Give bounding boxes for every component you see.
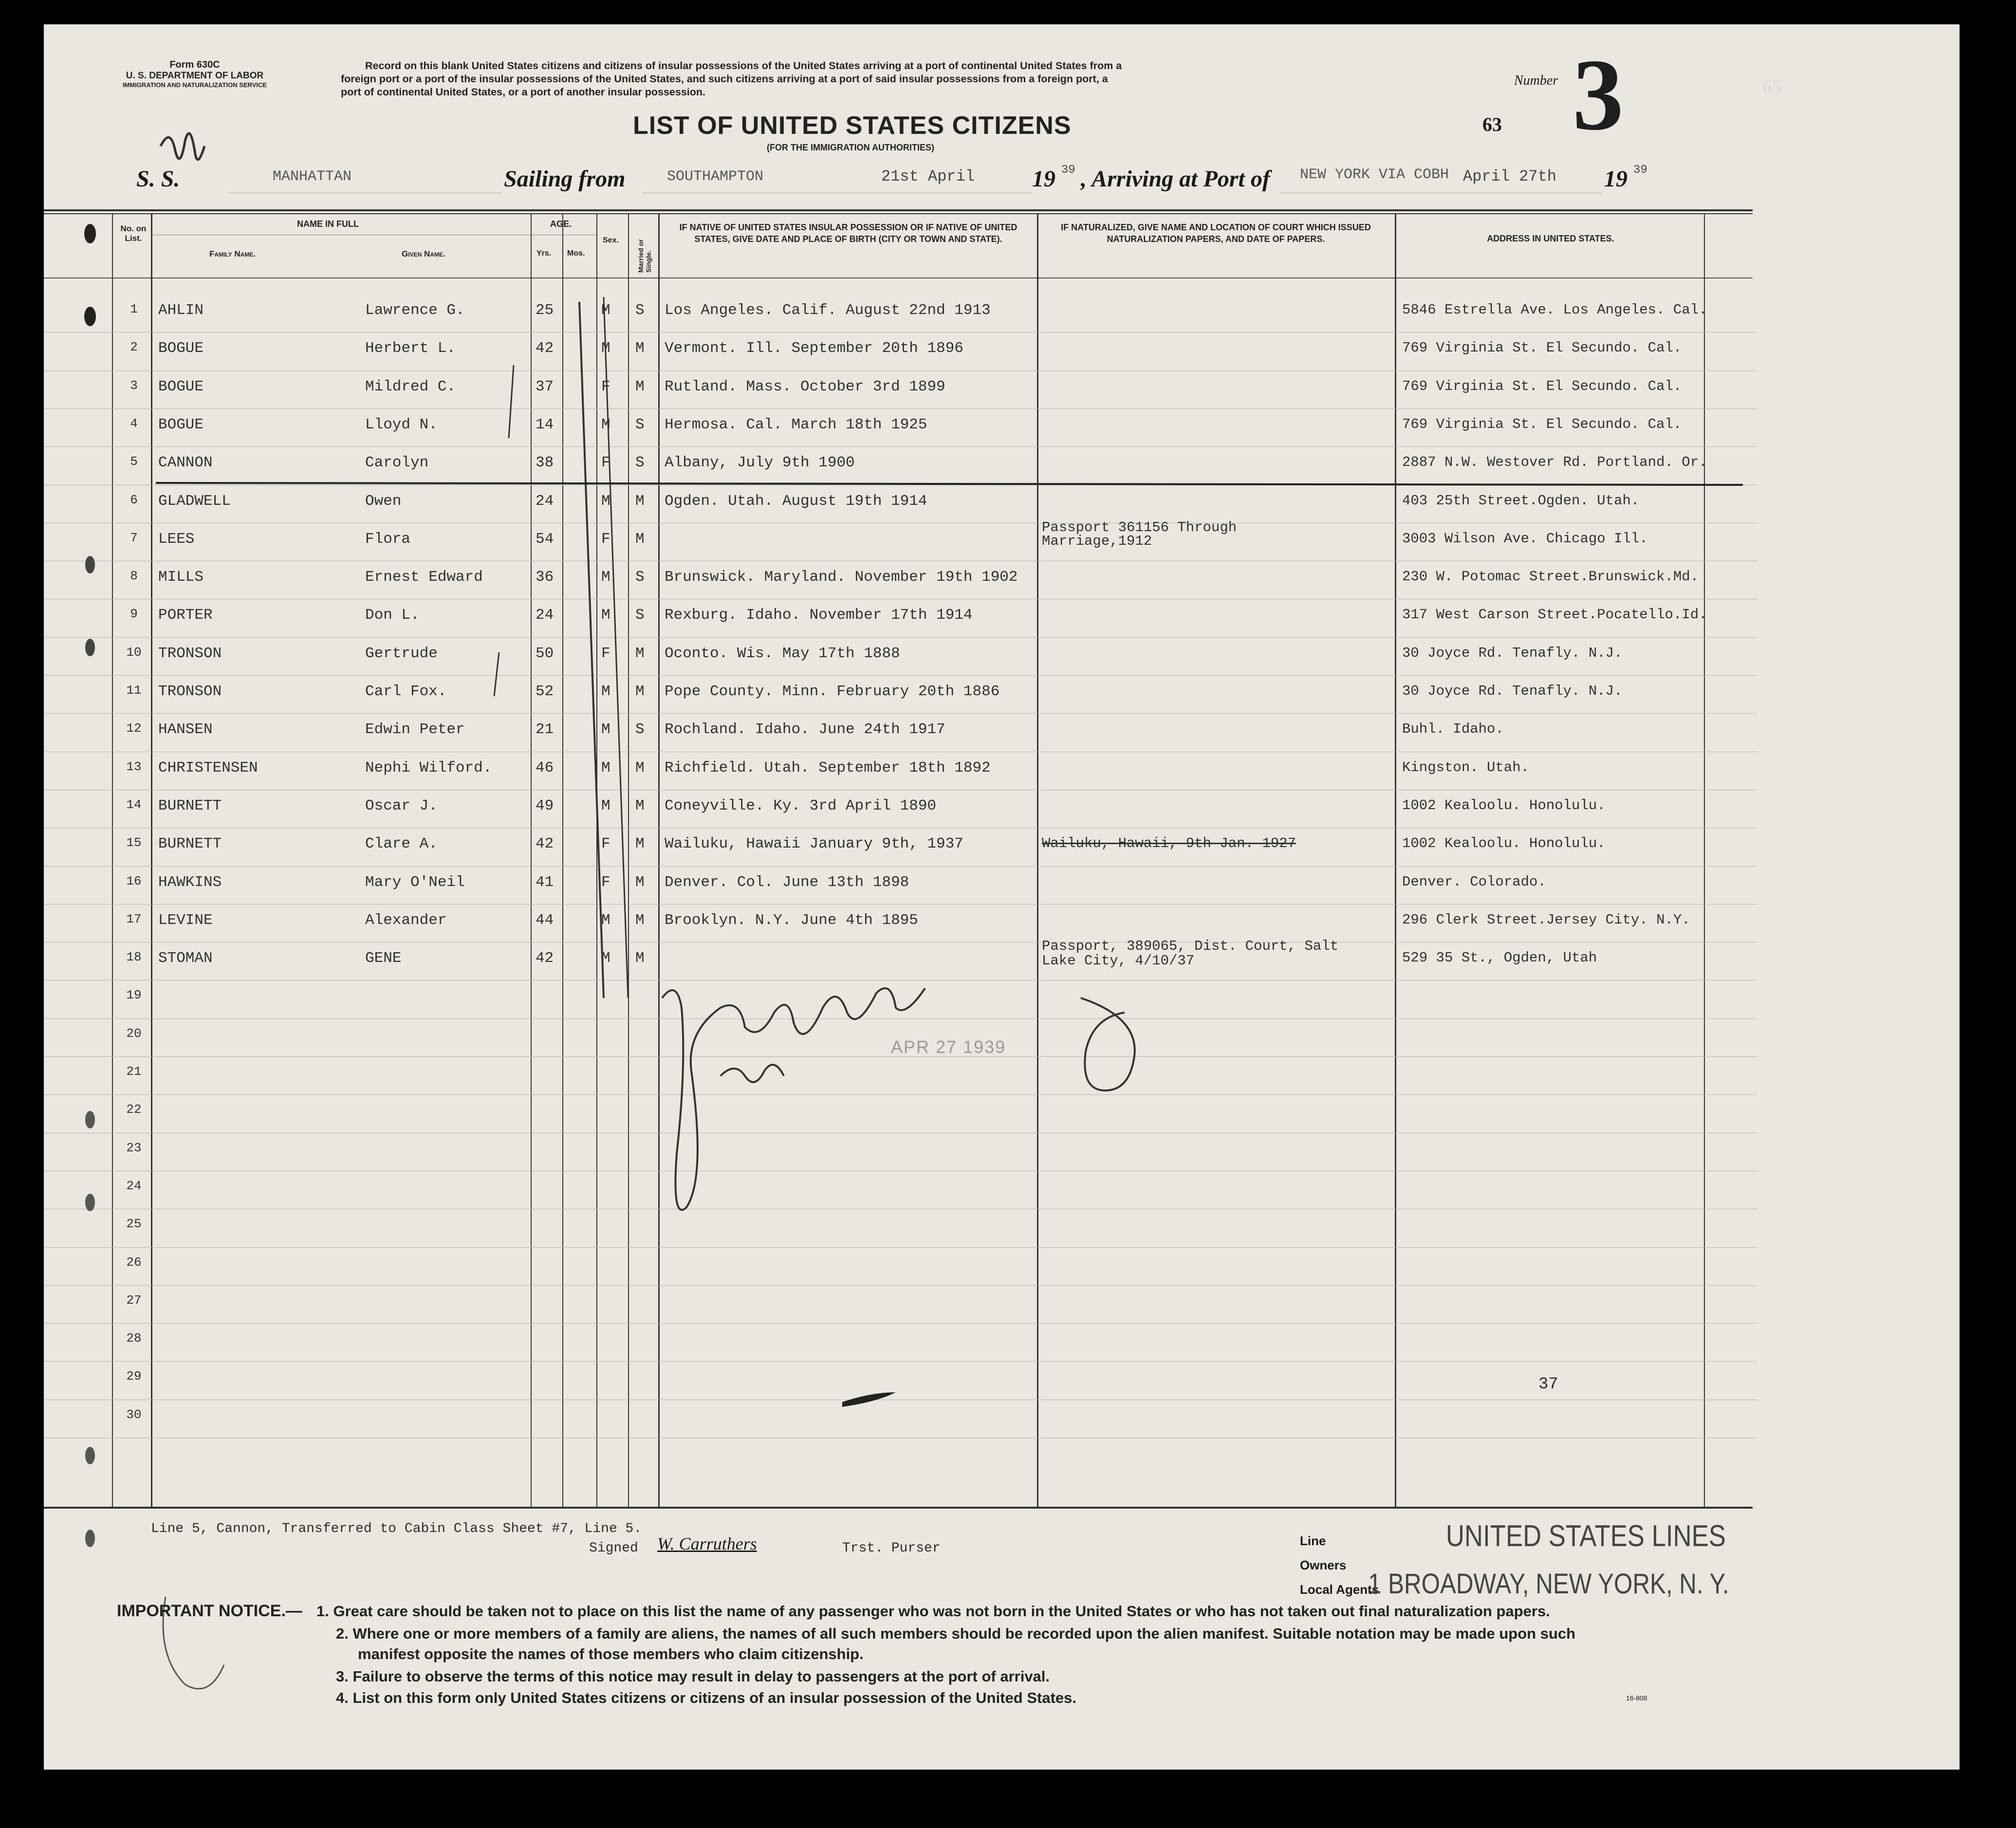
cell-age: 50 xyxy=(536,645,554,662)
cell-family: TRONSON xyxy=(158,645,222,662)
header-married-single: Married or Single. xyxy=(637,239,652,273)
header-number: No. on List. xyxy=(120,224,147,243)
cell-no: 22 xyxy=(126,1102,142,1117)
cell-given: Gertrude xyxy=(365,645,438,662)
cell-ms: M xyxy=(635,950,645,967)
cell-no: 25 xyxy=(126,1217,142,1232)
notice-item-3: 3. Failure to observe the terms of this notice may result in delay to passengers at the port of arrival. xyxy=(336,1668,1050,1685)
margin-scribble xyxy=(161,133,204,160)
cell-no: 9 xyxy=(130,607,138,622)
header-name-in-full: NAME IN FULL xyxy=(297,219,359,229)
notice-item-2: 2. Where one or more members of a family are aliens, the names of all such members should be recorded upon the alien manifest. Suitable notation may be made upon such xyxy=(336,1625,1576,1642)
handwritten-marks xyxy=(44,24,1960,1770)
cell-address: 30 Joyce Rd. Tenafly. N.J. xyxy=(1402,645,1623,661)
arriving-label: , Arriving at Port of xyxy=(1081,166,1270,192)
cell-given: Carl Fox. xyxy=(365,683,447,700)
cell-given: Don L. xyxy=(365,607,420,624)
cell-birth: Los Angeles. Calif. August 22nd 1913 xyxy=(665,302,991,319)
cell-given: Carolyn xyxy=(365,454,429,472)
header-naturalization: IF NATURALIZED, GIVE NAME AND LOCATION OF COURT WHICH ISSUED NATURALIZATION PAPERS, AND DATE OF PAPERS. xyxy=(1061,222,1371,244)
cell-age: 42 xyxy=(536,340,554,357)
cell-given: Alexander xyxy=(365,911,447,929)
cell-ms: M xyxy=(635,683,645,700)
instructions-line-3: port of continental United States, or a port of another insular possession. xyxy=(341,86,705,98)
notice-item-2-cont: manifest opposite the names of those members who claim citizenship. xyxy=(358,1645,864,1662)
cell-address: 317 West Carson Street.Pocatello.Id. xyxy=(1402,607,1707,623)
cell-given: Lloyd N. xyxy=(365,416,438,433)
cell-ms: M xyxy=(635,492,645,510)
number-label: Number xyxy=(1514,73,1558,88)
cell-no: 11 xyxy=(126,683,142,698)
cell-given: Lawrence G. xyxy=(365,302,465,319)
agents-label: Local Agents xyxy=(1300,1582,1379,1597)
cell-birth: Wailuku, Hawaii January 9th, 1937 xyxy=(665,835,963,853)
cell-no: 16 xyxy=(126,873,142,888)
cell-age: 37 xyxy=(536,378,554,395)
cell-ms: M xyxy=(635,340,645,357)
binder-hole-5 xyxy=(85,1111,95,1128)
cell-family: STOMAN xyxy=(158,950,213,967)
cell-sex: M xyxy=(601,797,610,814)
notice-item-1: 1. Great care should be taken not to place on this list the name of any passenger who was not born in the United States or who has not taken out final naturalization papers. xyxy=(316,1603,1550,1620)
cell-given: Oscar J. xyxy=(365,797,438,814)
cell-sex: M xyxy=(601,950,610,967)
receipt-stamp: APR 27 1939 xyxy=(891,1037,1006,1057)
cell-age: 24 xyxy=(536,492,554,510)
owners-label: Owners xyxy=(1300,1558,1347,1572)
cell-birth: Albany, July 9th 1900 xyxy=(665,454,855,472)
binder-hole-1 xyxy=(84,224,96,243)
cell-sex: M xyxy=(601,340,610,357)
ink-blot xyxy=(842,1392,896,1407)
cell-age: 25 xyxy=(536,302,554,319)
cell-family: TRONSON xyxy=(158,683,222,700)
inspector-initials xyxy=(721,1065,784,1082)
form-number: Form 630C xyxy=(169,59,220,70)
cell-no: 26 xyxy=(126,1255,142,1270)
cell-sex: M xyxy=(601,683,610,700)
cell-address: Kingston. Utah. xyxy=(1402,759,1530,776)
cell-no: 20 xyxy=(126,1026,142,1041)
cell-given: Ernest Edward xyxy=(365,569,483,586)
cell-ms: M xyxy=(635,797,645,814)
cell-no: 10 xyxy=(126,645,142,660)
cell-sex: M xyxy=(601,721,610,739)
cell-ms: M xyxy=(635,911,645,929)
cell-ms: M xyxy=(635,378,645,395)
cell-family: GLADWELL xyxy=(158,492,231,510)
header-months: Mos. xyxy=(567,249,585,258)
binder-hole-8 xyxy=(85,1530,95,1547)
cell-family: AHLIN xyxy=(158,302,204,319)
cell-age: 49 xyxy=(536,797,554,814)
sheet-number: 63 xyxy=(1482,113,1502,135)
transfer-note: Line 5, Cannon, Transferred to Cabin Class Sheet #7, Line 5. xyxy=(151,1521,642,1536)
cell-address: 3003 Wilson Ave. Chicago Ill. xyxy=(1402,530,1648,547)
cell-no: 17 xyxy=(126,911,142,926)
cell-address: 5846 Estrella Ave. Los Angeles. Cal. xyxy=(1402,302,1707,318)
service-name: IMMIGRATION AND NATURALIZATION SERVICE xyxy=(122,81,267,89)
cell-given: Clare A. xyxy=(365,835,438,853)
cell-family: BOGUE xyxy=(158,340,204,357)
cell-sex: M xyxy=(601,492,610,510)
purser-signature: W. Carruthers xyxy=(657,1534,757,1553)
departure-year-prefix: 19 xyxy=(1032,166,1055,192)
cell-ms: M xyxy=(635,645,645,662)
binder-hole-7 xyxy=(85,1447,95,1464)
cell-age: 41 xyxy=(536,873,554,891)
cell-nat: Passport 361156 Through Marriage,1912 xyxy=(1042,519,1237,549)
cell-sex: M xyxy=(601,569,610,586)
line-label: Line xyxy=(1300,1533,1326,1548)
tally-stroke-3 xyxy=(509,365,514,438)
cell-given: Herbert L. xyxy=(365,340,456,357)
arrival-year-prefix: 19 xyxy=(1604,166,1628,192)
binder-hole-3 xyxy=(85,556,95,573)
cell-no: 24 xyxy=(126,1178,142,1193)
cell-family: BOGUE xyxy=(158,416,204,433)
cell-ms: S xyxy=(635,721,645,739)
arrival-port: NEW YORK VIA COBH xyxy=(1300,166,1449,183)
tally-count: 37 xyxy=(1538,1375,1558,1394)
cell-age: 42 xyxy=(536,835,554,853)
cell-nat: Passport, 389065, Dist. Court, Salt Lake City, 4/10/37 xyxy=(1042,938,1339,969)
cell-address: 30 Joyce Rd. Tenafly. N.J. xyxy=(1402,683,1623,699)
cell-no: 2 xyxy=(130,340,138,355)
form-subtitle: (FOR THE IMMIGRATION AUTHORITIES) xyxy=(767,143,934,152)
row-5-strike xyxy=(156,483,1743,485)
notice-label: IMPORTANT NOTICE.— xyxy=(117,1602,302,1620)
list-number: 3 xyxy=(1572,38,1624,151)
cell-no: 3 xyxy=(130,378,138,393)
binder-hole-2 xyxy=(84,307,96,326)
cell-age: 42 xyxy=(536,950,554,967)
purser-title: Trst. Purser xyxy=(842,1541,941,1556)
instructions-line-1: Record on this blank United States citizens and citizens of insular possessions of the United States arriving at a port of continental United States from a xyxy=(365,60,1122,72)
cell-address: 529 35 St., Ogden, Utah xyxy=(1402,950,1597,966)
ship-name: MANHATTAN xyxy=(273,168,352,185)
cell-given: Nephi Wilford. xyxy=(365,759,492,776)
cell-no: 30 xyxy=(126,1407,142,1422)
cell-birth: Hermosa. Cal. March 18th 1925 xyxy=(665,416,927,433)
cell-no: 28 xyxy=(126,1331,142,1346)
cell-ms: S xyxy=(635,416,645,433)
cell-family: CHRISTENSEN xyxy=(158,759,258,776)
cell-birth: Oconto. Wis. May 17th 1888 xyxy=(665,645,900,662)
cell-family: BOGUE xyxy=(158,378,204,395)
cell-age: 38 xyxy=(536,454,554,472)
cell-sex: M xyxy=(601,416,610,433)
cell-birth: Brunswick. Maryland. November 19th 1902 xyxy=(665,569,1018,586)
cell-sex: M xyxy=(601,607,610,624)
cell-birth: Rexburg. Idaho. November 17th 1914 xyxy=(665,607,973,624)
cell-age: 54 xyxy=(536,530,554,548)
cell-given: Edwin Peter xyxy=(365,721,465,739)
tally-stroke-1 xyxy=(579,302,604,998)
inspector-signature xyxy=(662,988,925,1210)
inspector-signature-loop xyxy=(1081,998,1135,1090)
cell-no: 7 xyxy=(130,530,138,545)
cell-age: 14 xyxy=(536,416,554,433)
cell-no: 5 xyxy=(130,454,138,469)
cell-no: 19 xyxy=(126,988,142,1003)
header-sex: Sex. xyxy=(603,236,619,244)
cell-address: 230 W. Potomac Street.Brunswick.Md. xyxy=(1402,569,1699,585)
cell-birth: Ogden. Utah. August 19th 1914 xyxy=(665,492,927,510)
cell-ms: S xyxy=(635,454,645,472)
sailing-label: Sailing from xyxy=(504,166,626,192)
line-company: UNITED STATES LINES xyxy=(1446,1519,1726,1553)
notice-item-4: 4. List on this form only United States citizens or citizens of an insular possession of the United States. xyxy=(336,1689,1076,1706)
cell-sex: M xyxy=(601,759,610,776)
header-years: Yrs. xyxy=(536,249,552,258)
header-age: AGE. xyxy=(550,219,572,229)
cell-birth: Rutland. Mass. October 3rd 1899 xyxy=(665,378,945,395)
cell-no: 23 xyxy=(126,1140,142,1155)
cell-no: 27 xyxy=(126,1293,142,1308)
cell-family: BURNETT xyxy=(158,835,222,853)
cell-family: LEES xyxy=(158,530,195,548)
cell-given: Mildred C. xyxy=(365,378,456,395)
cell-address: Buhl. Idaho. xyxy=(1402,721,1504,738)
cell-family: HANSEN xyxy=(158,721,213,739)
cell-sex: F xyxy=(601,873,610,891)
cell-no: 29 xyxy=(126,1369,142,1384)
cell-ms: M xyxy=(635,759,645,776)
cell-sex: F xyxy=(601,835,610,853)
cell-address: 1002 Kealoolu. Honolulu. xyxy=(1402,797,1606,813)
department-name: U. S. DEPARTMENT OF LABOR xyxy=(126,71,264,81)
cell-address: 769 Virginia St. El Secundo. Cal. xyxy=(1402,378,1682,394)
tally-stroke-4 xyxy=(494,652,499,696)
cell-age: 36 xyxy=(536,569,554,586)
page-corner-number: 65 xyxy=(1762,75,1782,97)
agents-address: 1 BROADWAY, NEW YORK, N. Y. xyxy=(1368,1568,1729,1600)
tally-stroke-2 xyxy=(604,297,628,998)
cell-birth: Richfield. Utah. September 18th 1892 xyxy=(665,759,991,776)
cell-address: 1002 Kealoolu. Honolulu. xyxy=(1402,835,1606,852)
cell-address: 769 Virginia St. El Secundo. Cal. xyxy=(1402,340,1682,356)
cell-no: 15 xyxy=(126,835,142,850)
cell-birth: Brooklyn. N.Y. June 4th 1895 xyxy=(665,911,918,929)
ss-label: S. S. xyxy=(136,166,180,192)
cell-family: BURNETT xyxy=(158,797,222,814)
cell-ms: M xyxy=(635,530,645,548)
cell-no: 21 xyxy=(126,1064,142,1079)
cell-sex: F xyxy=(601,454,610,472)
cell-ms: M xyxy=(635,873,645,891)
cell-no: 14 xyxy=(126,797,142,812)
cell-no: 18 xyxy=(126,950,142,965)
arrival-year: 39 xyxy=(1633,164,1647,177)
cell-sex: M xyxy=(601,302,610,319)
signed-label: Signed xyxy=(589,1541,638,1556)
cell-birth: Vermont. Ill. September 20th 1896 xyxy=(665,340,963,357)
header-family-name: Family Name. xyxy=(209,249,256,259)
binder-hole-4 xyxy=(85,639,95,656)
cell-nat: Wailuku, Hawaii, 9th Jan. 1927 xyxy=(1042,835,1296,852)
cell-birth: Pope County. Minn. February 20th 1886 xyxy=(665,683,1000,700)
cell-birth: Coneyville. Ky. 3rd April 1890 xyxy=(665,797,937,814)
cell-family: LEVINE xyxy=(158,911,213,929)
header-birth-place: IF NATIVE OF UNITED STATES INSULAR POSSESSION OR IF NATIVE OF UNITED STATES, GIVE DATE AND PLACE OF BIRTH (CITY OR TOWN AND STATE). xyxy=(679,222,1017,244)
cell-given: Flora xyxy=(365,530,411,548)
cell-address: 2887 N.W. Westover Rd. Portland. Or. xyxy=(1402,454,1707,471)
cell-sex: M xyxy=(601,911,610,929)
header-given-name: Given Name. xyxy=(402,249,445,259)
cell-age: 21 xyxy=(536,721,554,739)
cell-sex: F xyxy=(601,645,610,662)
manifest-sheet xyxy=(44,24,1960,1770)
departure-year: 39 xyxy=(1061,164,1075,177)
cell-ms: S xyxy=(635,302,645,319)
departure-date: 21st April xyxy=(881,167,975,185)
cell-family: MILLS xyxy=(158,569,204,586)
cell-family: CANNON xyxy=(158,454,213,472)
cell-address: Denver. Colorado. xyxy=(1402,873,1546,890)
cell-age: 44 xyxy=(536,911,554,929)
cell-given: GENE xyxy=(365,950,402,967)
cell-age: 24 xyxy=(536,607,554,624)
cell-family: PORTER xyxy=(158,607,213,624)
print-code: 16-808 xyxy=(1626,1694,1647,1702)
cell-address: 403 25th Street.Ogden. Utah. xyxy=(1402,492,1640,509)
cell-no: 1 xyxy=(130,302,138,316)
cell-sex: F xyxy=(601,530,610,548)
cell-age: 46 xyxy=(536,759,554,776)
cell-no: 6 xyxy=(130,492,138,507)
arrival-date: April 27th xyxy=(1463,167,1557,185)
departure-port: SOUTHAMPTON xyxy=(667,168,764,185)
cell-ms: S xyxy=(635,569,645,586)
cell-birth: Denver. Col. June 13th 1898 xyxy=(665,873,909,891)
cell-given: Owen xyxy=(365,492,402,510)
cell-family: HAWKINS xyxy=(158,873,222,891)
cell-no: 12 xyxy=(126,721,142,736)
form-title: LIST OF UNITED STATES CITIZENS xyxy=(633,111,1072,140)
cell-no: 8 xyxy=(130,569,138,584)
cell-ms: M xyxy=(635,835,645,853)
cell-age: 52 xyxy=(536,683,554,700)
cell-address: 296 Clerk Street.Jersey City. N.Y. xyxy=(1402,911,1690,928)
instructions-line-2: foreign port or a port of the insular possessions of the United States, and such citizens arriving at a port of said insular possessions from a foreign port, a xyxy=(341,73,1108,85)
cell-sex: F xyxy=(601,378,610,395)
cell-no: 4 xyxy=(130,416,138,431)
header-address: ADDRESS IN UNITED STATES. xyxy=(1487,234,1614,243)
cell-ms: S xyxy=(635,607,645,624)
cell-address: 769 Virginia St. El Secundo. Cal. xyxy=(1402,416,1682,432)
cell-given: Mary O'Neil xyxy=(365,873,465,891)
cell-no: 13 xyxy=(126,759,142,774)
cell-birth: Rochland. Idaho. June 24th 1917 xyxy=(665,721,945,739)
binder-hole-6 xyxy=(85,1194,95,1211)
